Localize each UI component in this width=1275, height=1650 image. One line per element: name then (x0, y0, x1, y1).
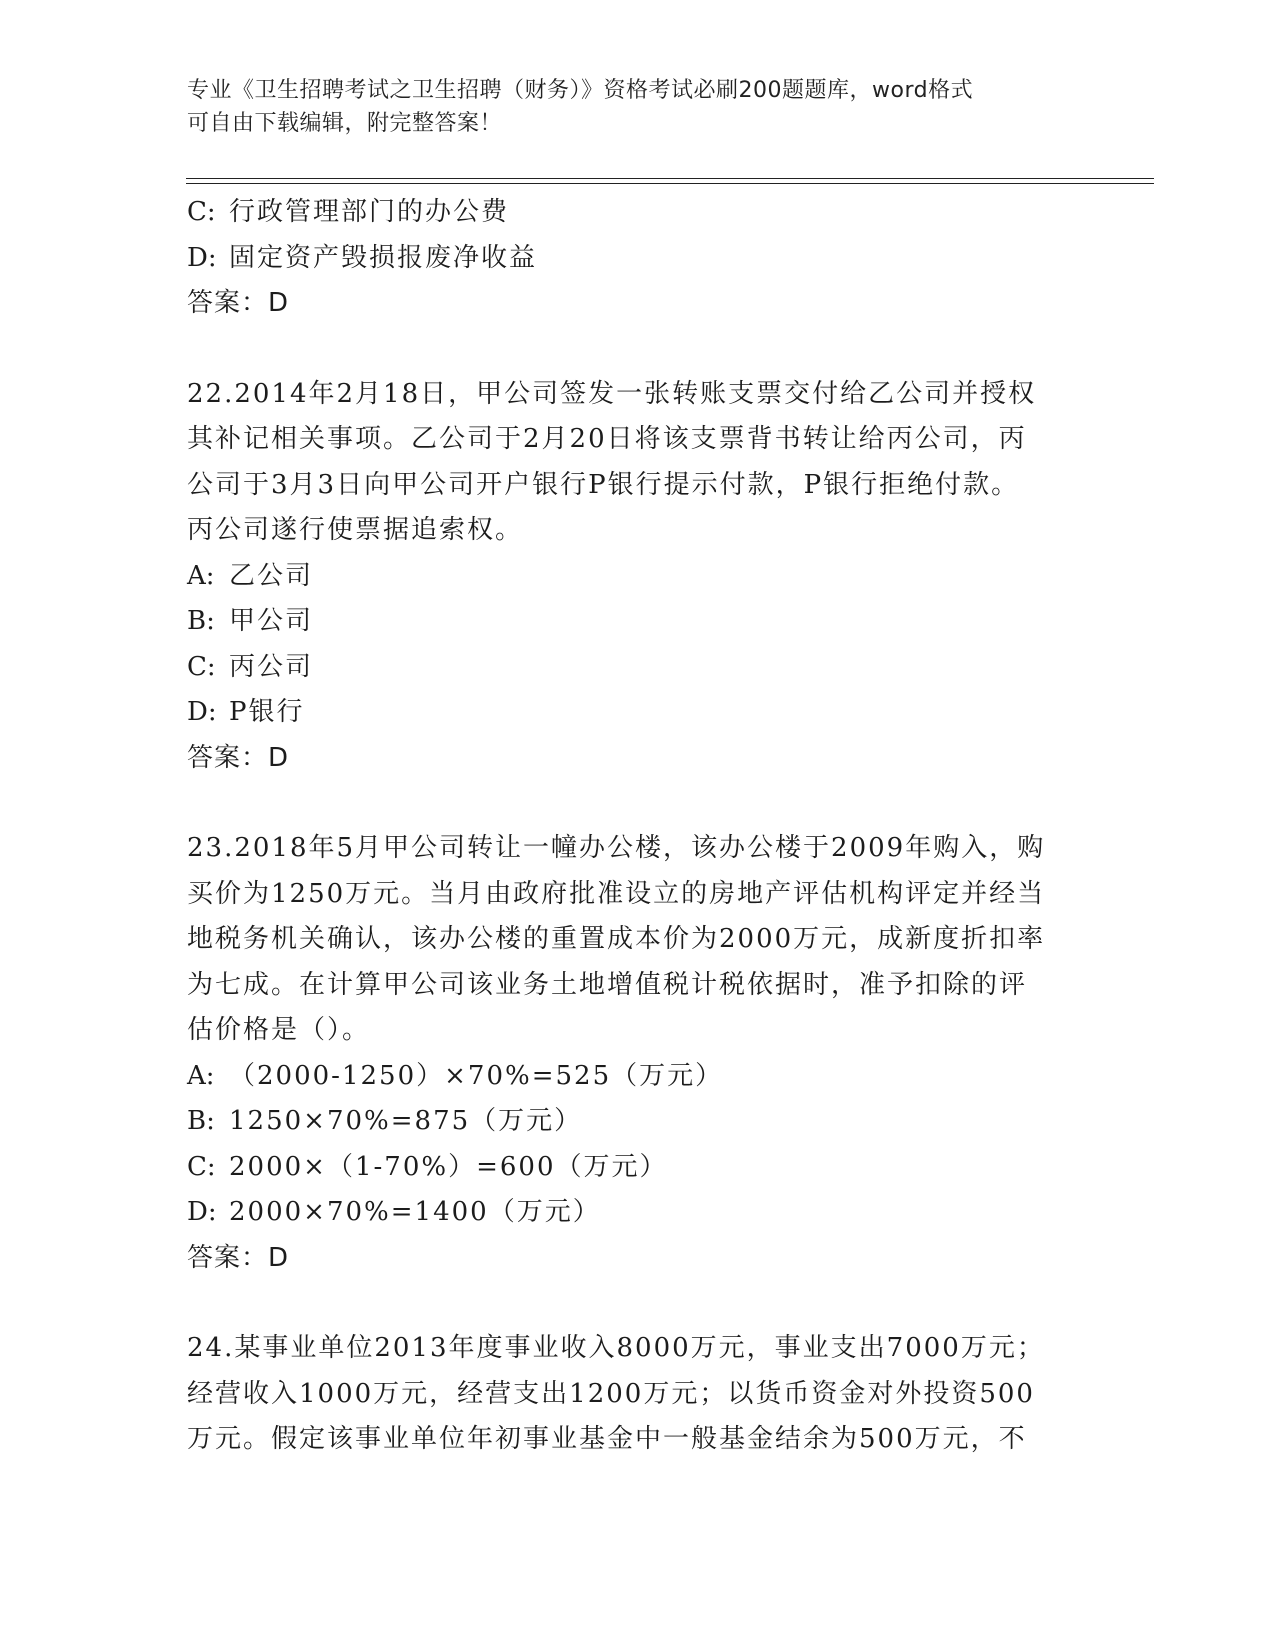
question-text-line: 买价为1250万元。当月由政府批准设立的房地产评估机构评定并经当 (187, 878, 1046, 909)
option-label: C: (187, 197, 216, 227)
header-rule-top (186, 178, 1154, 179)
option-label: C: (187, 1151, 216, 1182)
option-line (187, 236, 1087, 282)
answer-line: 答案：D (187, 742, 290, 773)
question-24 (187, 1326, 1087, 1463)
question-text-line: 经营收入1000万元，经营支出1200万元；以货币资金对外投资500 (187, 1378, 1035, 1409)
option-text: P银行 (229, 697, 305, 727)
option-line (187, 1054, 1087, 1100)
question-content (187, 190, 1087, 1463)
option-text: 1250×70%=875（万元） (229, 1106, 583, 1136)
question-text-line: 万元。假定该事业单位年初事业基金中一般基金结余为500万元，不 (187, 1424, 1027, 1454)
option-text: （2000-1250）×70%=525（万元） (229, 1060, 724, 1091)
option-line (187, 1190, 1087, 1236)
previous-question (187, 190, 1087, 327)
option-text: 行政管理部门的办公费 (229, 197, 510, 227)
spacer (187, 781, 1087, 826)
question-text-line: 为七成。在计算甲公司该业务土地增值税计税依据时，准予扣除的评 (187, 969, 1028, 1000)
question-text-line: 22.2014年2月18日，甲公司签发一张转账支票交付给乙公司并授权 (187, 378, 1037, 409)
question-23 (187, 826, 1087, 1281)
question-text-line: 24.某事业单位2013年度事业收入8000万元，事业支出7000万元； (187, 1333, 1045, 1363)
question-text-line: 23.2018年5月甲公司转让一幢办公楼，该办公楼于2009年购入，购 (187, 833, 1046, 863)
option-line (187, 645, 1087, 691)
option-line (187, 1145, 1087, 1191)
question-text-line: 公司于3月3日向甲公司开户银行P银行提示付款，P银行拒绝付款。 (187, 469, 1020, 500)
question-text-line: 丙公司遂行使票据追索权。 (187, 515, 524, 545)
question-text-line: 估价格是（）。 (187, 1015, 371, 1045)
spacer (187, 1281, 1087, 1326)
option-label: D: (187, 697, 217, 727)
option-line (187, 190, 1087, 236)
answer-line: 答案：D (187, 288, 290, 318)
option-text: 乙公司 (229, 560, 314, 591)
spacer (187, 327, 1087, 372)
option-text: 丙公司 (229, 651, 314, 682)
option-label: A: (187, 1060, 215, 1091)
header-line-1: 专业《卫生招聘考试之卫生招聘（财务）》资格考试必刷200题题库，word格式 (187, 78, 974, 103)
option-text: 甲公司 (229, 606, 314, 636)
page-header (187, 74, 1087, 140)
question-text-line: 其补记相关事项。乙公司于2月20日将该支票背书转让给丙公司，丙 (187, 424, 1027, 454)
answer-line: 答案：D (187, 1242, 290, 1273)
option-line (187, 1099, 1087, 1145)
header-line-2: 可自由下载编辑，附完整答案！ (187, 111, 503, 136)
option-line (187, 554, 1087, 600)
option-label: C: (187, 651, 216, 682)
option-text: 2000×70%=1400（万元） (229, 1197, 601, 1227)
option-label: B: (187, 606, 215, 636)
option-label: D: (187, 242, 217, 273)
option-text: 固定资产毁损报废净收益 (229, 242, 538, 273)
option-label: A: (187, 560, 215, 591)
option-line (187, 599, 1087, 645)
option-line (187, 690, 1087, 736)
option-text: 2000×（1-70%）=600（万元） (229, 1151, 668, 1182)
option-label: D: (187, 1197, 217, 1227)
question-22 (187, 372, 1087, 782)
header-rule-bottom (186, 183, 1154, 184)
option-label: B: (187, 1106, 215, 1136)
question-text-line: 地税务机关确认，该办公楼的重置成本价为2000万元，成新度折扣率 (187, 924, 1046, 954)
